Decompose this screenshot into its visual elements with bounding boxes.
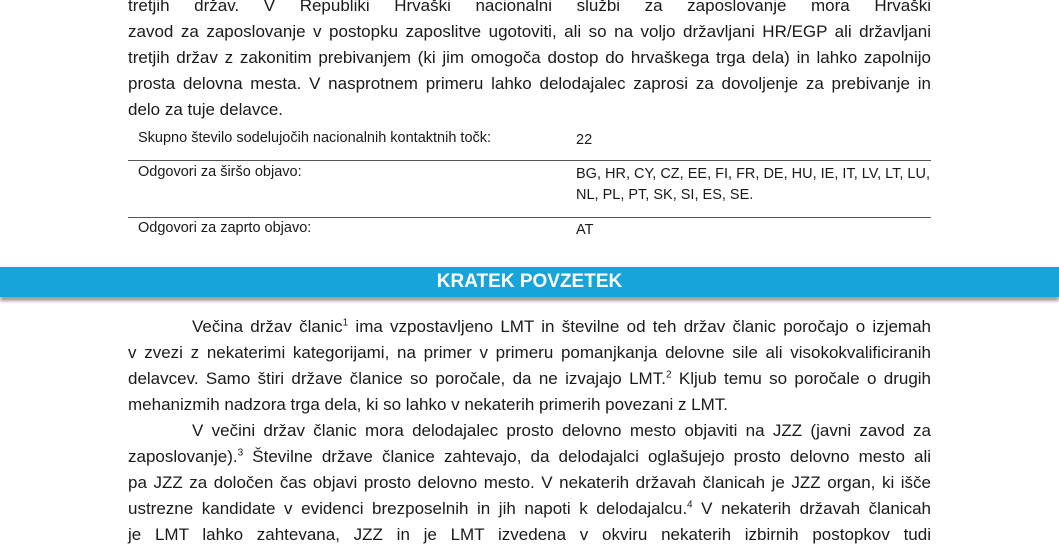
row-value: AT bbox=[576, 222, 594, 238]
section-banner bbox=[0, 267, 1059, 297]
row-value: 22 bbox=[576, 132, 593, 148]
text: V nekaterih državah članicah bbox=[692, 499, 931, 518]
footnote-ref[interactable]: 4 bbox=[687, 499, 693, 511]
intro-line: zavod za zaposlovanje v postopku zaposlitve ugotoviti, ali so na voljo državljani HR/EGP ali državljani bbox=[128, 22, 931, 41]
row-label: Skupno število sodelujočih nacionalnih kontaktnih točk: bbox=[138, 130, 492, 146]
footnote-ref[interactable]: 1 bbox=[342, 317, 349, 329]
footnote-ref[interactable]: 2 bbox=[665, 369, 672, 381]
summary-line: pa JZZ za določen čas objavi prosto delovno mesto. V nekaterih državah članicah je JZZ organ, ki išče bbox=[128, 473, 931, 492]
intro-line: tretjih držav z zakonitim prebivanjem (ki jim omogoča dostop do hrvaškega trga dela) in lahko zapolnijo bbox=[128, 48, 931, 67]
section-title: KRATEK POVZETEK bbox=[436, 271, 623, 292]
text: Večina držav članic bbox=[192, 317, 343, 336]
table-row bbox=[128, 130, 931, 160]
summary-text bbox=[128, 314, 931, 548]
text: Kljub temu so poročale o drugih bbox=[671, 369, 931, 388]
summary-line: v zvezi z nekaterimi kategorijami, na primer v primeru pomanjkanja delovne sile ali visokokvalificiranih bbox=[128, 343, 931, 362]
summary-line bbox=[128, 314, 931, 340]
footnote-ref[interactable]: 3 bbox=[237, 447, 244, 459]
summary-line bbox=[128, 366, 931, 392]
summary-line bbox=[128, 496, 931, 522]
row-value: BG, HR, CY, CZ, EE, FI, FR, DE, HU, IE, IT, LV, LT, LU, NL, PL, PT, SK, SI, ES, SE. bbox=[576, 166, 930, 203]
summary-line: je LMT lahko zahtevana, JZZ in je LMT izvedena v okviru nekaterih izbirnih postopkov tudi bbox=[128, 525, 931, 544]
text: ustrezne kandidate v evidenci brezposelnih in jih napoti k delodajalcu. bbox=[128, 499, 688, 518]
text: zaposlovanje). bbox=[128, 447, 238, 466]
intro-line: delo za tuje delavce. bbox=[128, 100, 283, 119]
summary-line bbox=[128, 444, 931, 470]
text: delavcev. Samo štiri države članice so poročale, da ne izvajajo LMT. bbox=[128, 369, 666, 388]
table-divider bbox=[128, 217, 931, 218]
summary-line: mehanizmih nadzora trga dela, ki so lahko v nekaterih primerih povezani z LMT. bbox=[128, 395, 729, 414]
text: ima vzpostavljeno LMT in številne od teh držav članic poročajo o izjemah bbox=[348, 317, 931, 336]
row-label: Odgovori za zaprto objavo: bbox=[138, 220, 312, 236]
intro-line: tretjih držav. V Republiki Hrvaški nacionalni službi za zaposlovanje mora Hrvaški bbox=[128, 0, 931, 15]
row-label: Odgovori za širšo objavo: bbox=[138, 164, 302, 180]
intro-line: prosta delovna mesta. V nasprotnem primeru lahko delodajalec zaprosi za dovoljenje za prebivanje in bbox=[128, 74, 931, 93]
intro-paragraph bbox=[128, 0, 931, 123]
summary-line: V večini držav članic mora delodajalec prosto delovno mesto objaviti na JZZ (javni zavod za bbox=[192, 421, 931, 440]
table-divider bbox=[128, 160, 931, 161]
text: Številne države članice zahtevajo, da delodajalci oglašujejo prosto delovno mesto ali bbox=[243, 447, 931, 466]
